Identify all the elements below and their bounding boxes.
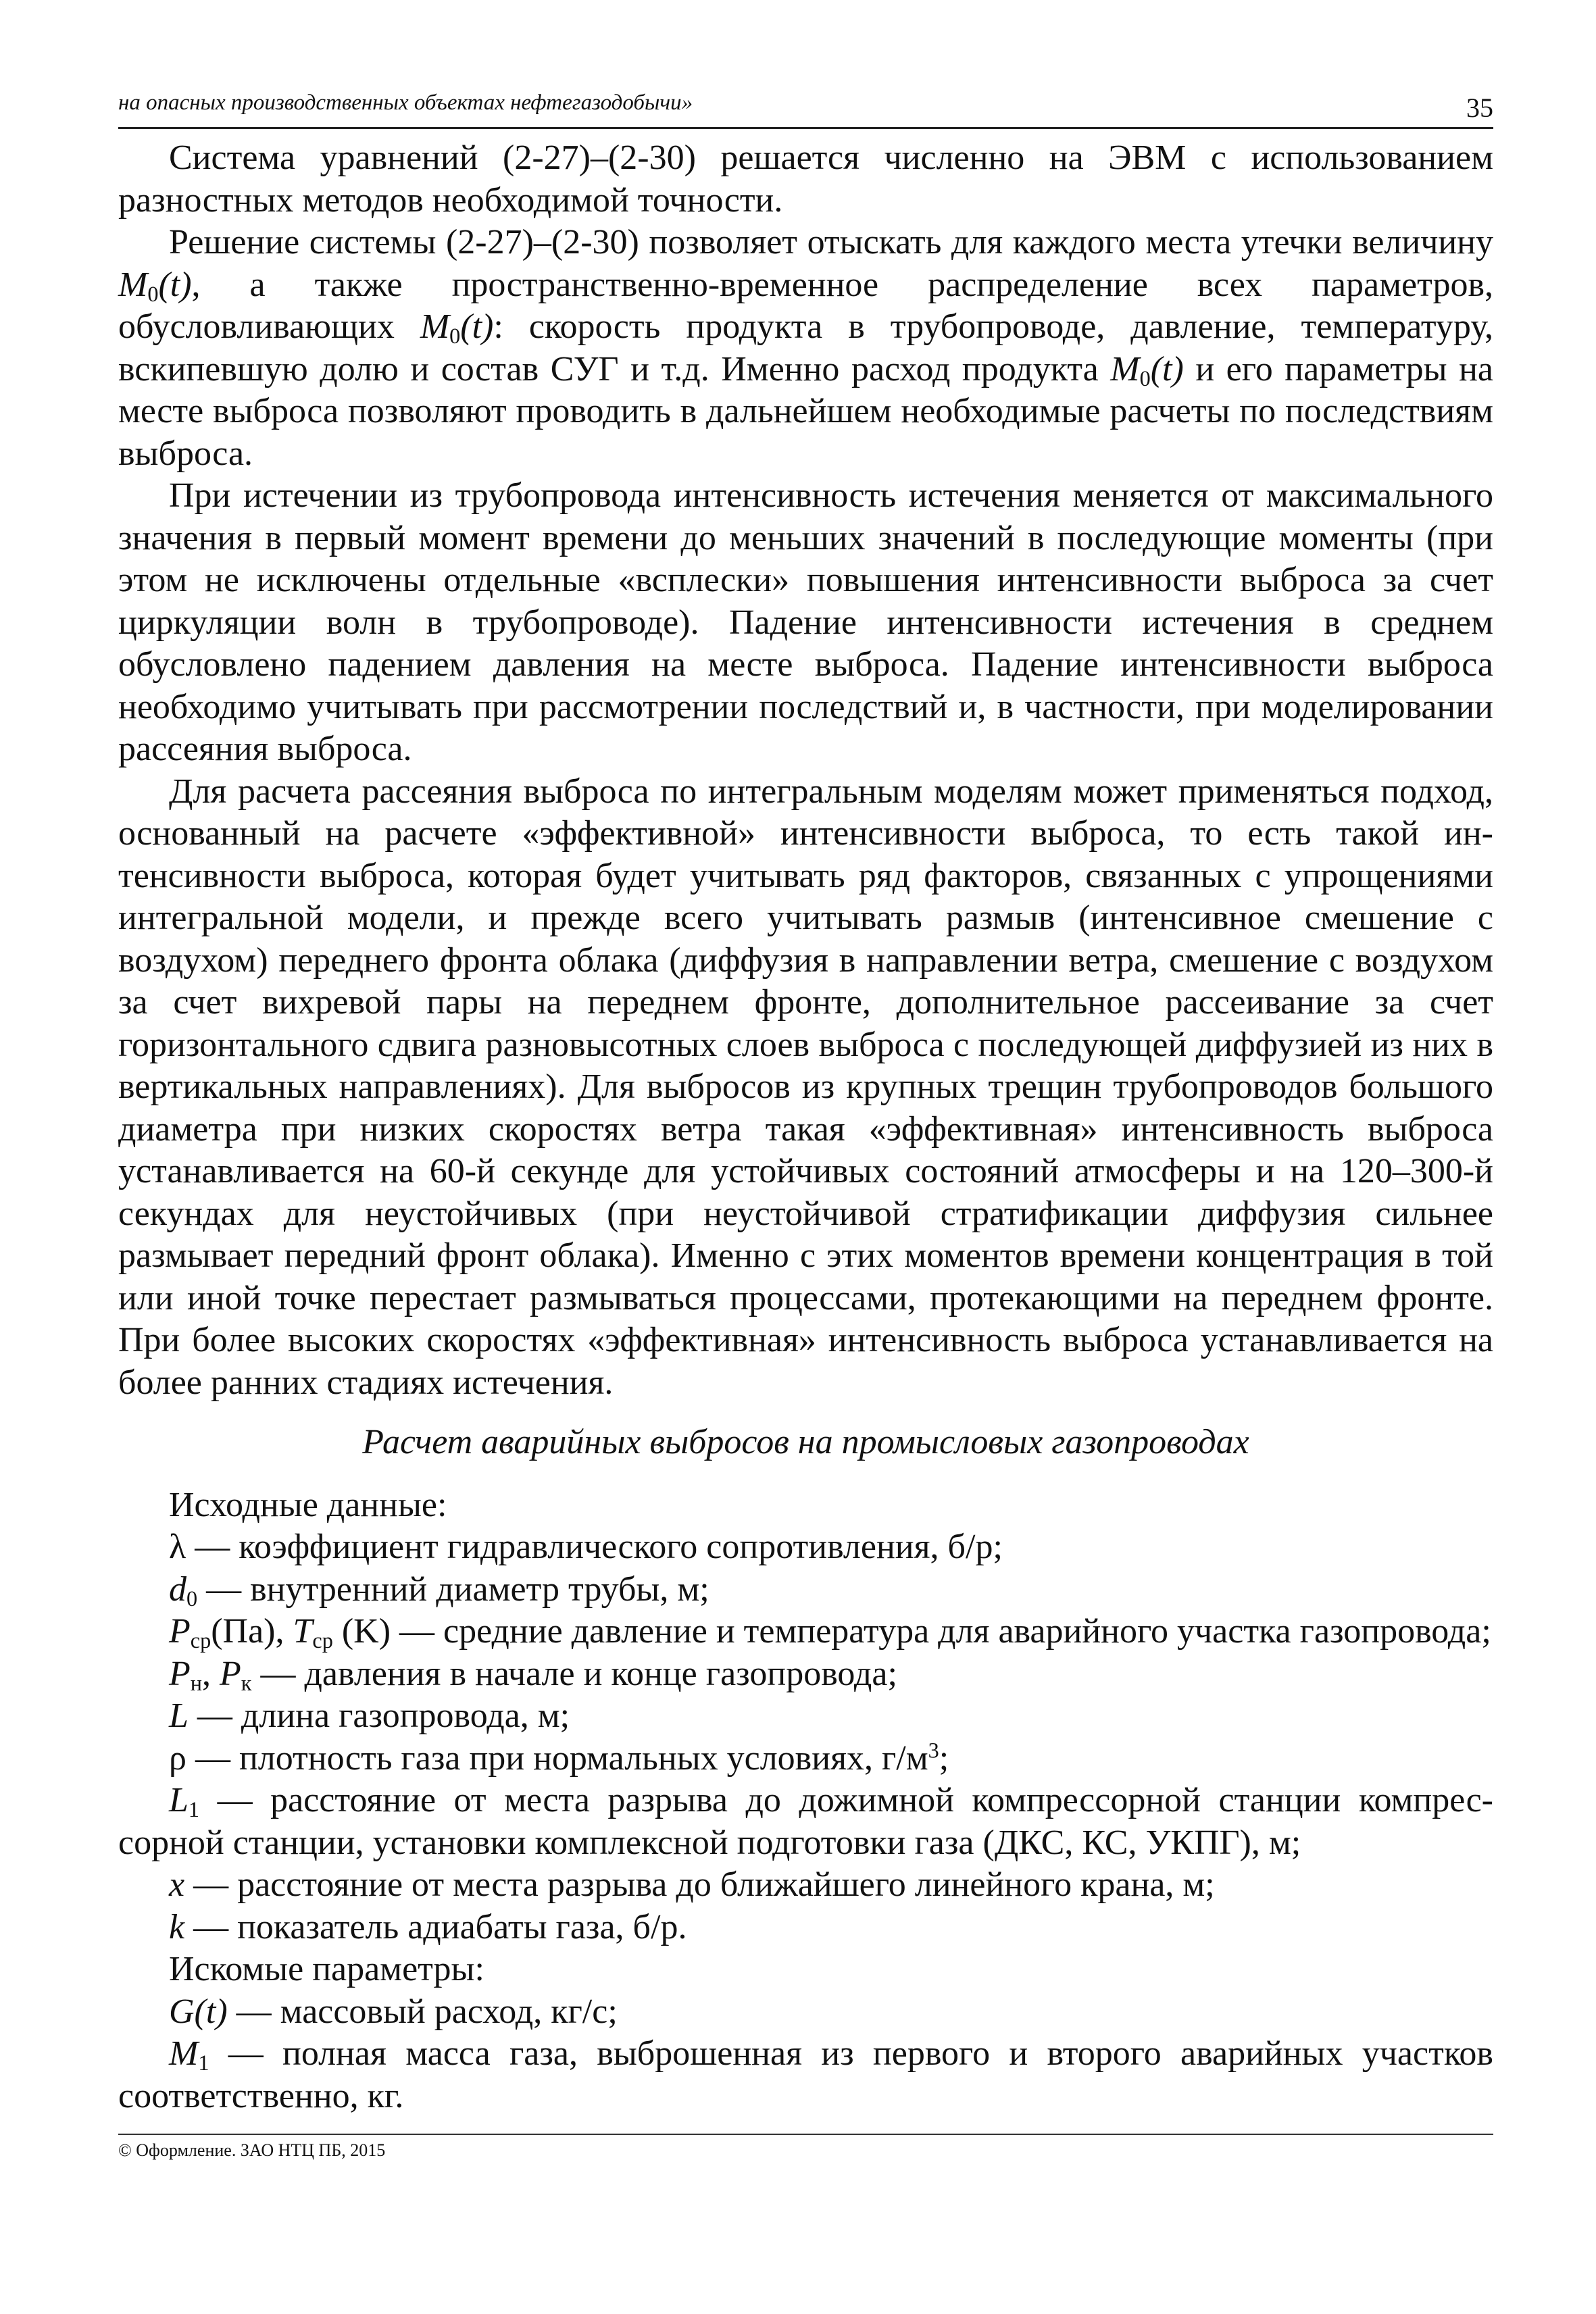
paragraph-1: Система уравнений (2-27)–(2-30) решается численно на ЭВМ с использованием разностных методов необходимой точности. [118,139,1493,220]
output-m1: $M_1$ — полная масса газа, выброшенная из первого и второго аварийных участков соответственно, кг. [118,2034,1493,2115]
param-k: k — показатель адиабаты газа, б/р. [169,1907,687,1946]
section-title: Расчет аварийных выбросов на промысловых газопроводах [362,1423,1249,1461]
paragraph-3: При истечении из трубопровода интенсивность истечения меняется от максимального значения в первый момент времени до меньших значений в последующие моменты (при этом не исключены отдельные «всплески» повышения интенсивности выброса за счет циркуляции волн в трубопроводе). Падение интенсивности истечения в среднем обусловлено падением давления на месте выброса. Падение интенсивности выброса необходимо учитывать при рассмотрении последствий и, в частности, при моделировании рассеяния выброса. [118,476,1493,768]
running-title: на опасных производственных объектах нефтегазодобычи» [118,91,693,115]
input-heading: Исходные данные: [169,1485,447,1524]
output-heading: Искомые параметры: [169,1950,484,1988]
param-length: L — длина газопровода, м; [169,1696,570,1735]
paragraph-2: Решение системы (2-27)–(2-30) позволяет отыскать для каждого места утечки величину $M_0(t)$, а также пространственно-временное распределение всех параметров, обусловливающих $M_0(t)$: скорость продукта в трубопроводе, давление, температуру, вскипевшую долю и состав СУГ и т.д. Именно расход продукта $M_0(t)$ и его параметры на месте выброса позволяют проводить в дальнейшем необходимые расчеты по последствиям выброса. [118,223,1493,473]
page-footer [118,2134,1493,2161]
param-density: ρ — плотность газа при нормальных условиях, $г/м^3$; [169,1737,949,1778]
param-lambda: λ — коэффициент гидравлического сопротивления, б/р; [169,1528,1003,1566]
page-body [118,137,1493,2117]
param-pressures-ends: $P_н$, $P_к$ — давления в начале и конце газопровода; [169,1654,897,1695]
copyright: © Оформление. ЗАО НТЦ ПБ, 2015 [118,2140,386,2160]
page-header [118,86,1493,129]
param-diameter: $d_0$ — внутренний диаметр трубы, м; [169,1569,709,1611]
param-pressure-temperature: $P_{ср}(Па)$, $T_{ср}$ (K) — средние давление и температура для аварийного участка газопровода; [169,1612,1491,1653]
param-x: x — расстояние от места разрыва до ближайшего линейного крана, м; [169,1865,1215,1904]
page-number: 35 [1466,93,1493,123]
paragraph-4: Для расчета рассеяния выброса по интегральным моделям может применяться подход, основанный на расчете «эффективной» интенсивности выброса, то есть такой интенсивности выброса, которая будет учитывать ряд факторов, связанных с упрощениями интегральной модели, и прежде всего учитывать размыв (интенсивное смешение с воздухом) переднего фронта облака (диффузия в направлении ветра, смешение с воздухом за счет вихревой пары на переднем фронте, дополнительное рассеивание за счет горизонтального сдвига разновысотных слоев выброса с последующей диффузией из них в вертикальных направлениях). Для выбросов из крупных трещин трубопроводов большого диаметра при низких скоростях ветра такая «эффективная» интенсивность выброса устанавливается на 60-й секунде для устойчивых состояний атмосферы и на 120–300-й секундах для неустойчивых (при неустойчивой стратификации диффузия сильнее размывает передний фронт облака). Именно с этих моментов времени концентрация в той или иной точке перестает размываться процессами, протекающими на переднем фронте. При более высоких скоростях «эффективная» интенсивность выброса устанавливается на более ранних стадиях истечения. [118,772,1493,1402]
param-l1: $L_1$ — расстояние от места разрыва до дожимной компрессорной станции компрессорной станции, установки комплексной подготовки газа (ДКС, КС, УКПГ), м; [118,1781,1493,1862]
output-g: G(t) — массовый расход, кг/с; [169,1992,618,2031]
